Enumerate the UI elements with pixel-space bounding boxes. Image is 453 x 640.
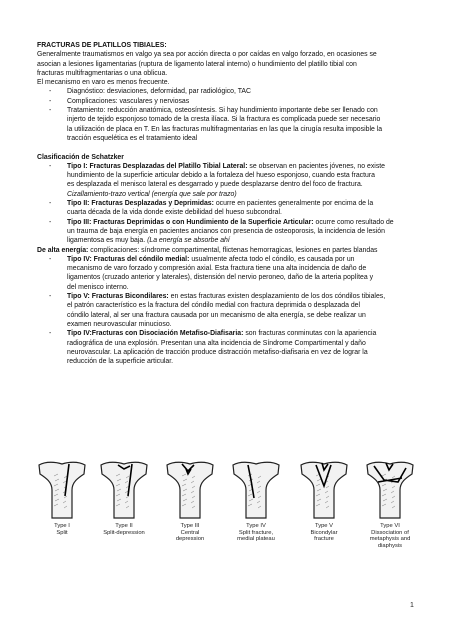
type-text: examen neurovascular minucioso. bbox=[67, 320, 172, 328]
type-note: (La energía se absorbe ahí bbox=[147, 237, 230, 245]
schatzker-list-low bbox=[37, 162, 417, 246]
tibia-outline bbox=[367, 462, 413, 518]
high-energy-text: complicaciones: síndrome compartimental, flictenas hemorragicas, lesiones en partes blandas bbox=[88, 246, 378, 254]
type-text: reducción de la superficie articular. bbox=[67, 358, 174, 366]
list-item-text: la utilización de placa en T. En las fracturas multifragmentarias en las que la cirugía resulta imposible la bbox=[67, 125, 383, 133]
type-text: son fracturas conminutas con la apariencia bbox=[243, 330, 377, 338]
type-text: ligamentos (cruzado anterior y laterales), distensión del nervio peroneo, daño de la arteria poplítea y bbox=[67, 274, 374, 282]
figure-caption bbox=[160, 523, 220, 543]
type-text: cuarta década de la vida donde existe debilidad del hueso subcondral. bbox=[67, 209, 282, 217]
intro-paragraph bbox=[37, 50, 417, 87]
list-item-type-6 bbox=[37, 329, 417, 366]
high-energy-label: De alta energía: bbox=[37, 246, 89, 254]
figure-caption-line: medial plateau bbox=[237, 536, 275, 543]
figure-caption-line: Type VI bbox=[380, 523, 400, 529]
schatzker-figure bbox=[36, 456, 417, 556]
figure-caption-line: Dissociation of bbox=[371, 529, 409, 536]
list-item-text: tracción esquelética es el tratamiento ideal bbox=[67, 134, 198, 142]
list-item-complications bbox=[37, 97, 417, 106]
figure-caption-line: Type IV bbox=[246, 523, 266, 529]
list-item-type-3 bbox=[37, 218, 417, 246]
tibia-drawing bbox=[36, 456, 88, 520]
figure-caption-line: Type II bbox=[115, 523, 133, 529]
type-label: Tipo IV:Fracturas con Disociación Metafiso-Diafisaria: bbox=[67, 330, 244, 338]
figure-caption bbox=[32, 523, 92, 536]
type-text: se observan en pacientes jóvenes, no existe bbox=[247, 162, 386, 170]
type-text: ligamentosa es muy baja. bbox=[67, 237, 148, 245]
list-item-type-5 bbox=[37, 292, 417, 329]
figure-caption-line: Type I bbox=[54, 523, 70, 529]
figure-caption bbox=[360, 523, 420, 549]
list-item-type-1 bbox=[37, 162, 417, 199]
list-item-diagnosis bbox=[37, 87, 417, 96]
figure-caption-line: Type III bbox=[180, 523, 200, 529]
type-text: el patrón característico es la fractura del cóndilo medial con fractura deprimida o desplazada del bbox=[67, 302, 361, 310]
type-text: del menisco interno. bbox=[67, 283, 129, 291]
type-text: ocurre en pacientes generalmente por encima de la bbox=[213, 200, 374, 208]
type-text: un trauma de baja energía en pacientes ancianos con presencia de osteoporosis, la incidencia de lesión bbox=[67, 227, 385, 235]
list-item-text: - Tratamiento: reducción anatómica, osteosíntesis. Si hay hundimiento importante debe ser llenado con bbox=[67, 107, 378, 115]
type-text: es desplazada el menisco lateral es desgarrado y puede desplazarse dentro del foco de fractura. bbox=[67, 181, 363, 189]
tibia-drawing bbox=[164, 456, 216, 520]
tibia-outline bbox=[233, 462, 279, 518]
type-text: mecanismo de varo forzado y compresión axial. Esta fractura tiene una alta incidencia de daño de bbox=[67, 265, 367, 273]
figure-caption-line: Split bbox=[56, 529, 68, 536]
figure-caption bbox=[226, 523, 286, 543]
figure-caption-line: Type V bbox=[314, 523, 334, 529]
figure-caption-line: diaphysis bbox=[377, 542, 403, 549]
document-title: FRACTURAS DE PLATILLOS TIBIALES: bbox=[37, 42, 167, 49]
type-text: radiográfica de una explosión. Presentan una alta incidencia de Síndrome Compartimental y daño bbox=[67, 339, 366, 347]
type-text: cóndilo lateral, al ser una fractura causada por un mecanismo de alta energía, se debe realizar un bbox=[67, 311, 366, 319]
type-label: Tipo I: Fracturas Desplazadas del Platillo Tibial Lateral: bbox=[67, 162, 248, 170]
high-energy-line bbox=[37, 246, 417, 255]
figure-caption bbox=[94, 523, 154, 536]
schatzker-list-high bbox=[37, 255, 417, 367]
intro-line: fracturas multifragmentarias o una oblicua. bbox=[37, 69, 168, 77]
figure-caption-line: Bicondylar bbox=[310, 529, 338, 536]
type-text: en estas fracturas existen desplazamiento de los dos cóndilos tibiales, bbox=[168, 293, 386, 301]
schatzker-heading: Clasificación de Schatzker bbox=[37, 153, 124, 161]
list-item-text: Complicaciones: vasculares y nerviosas bbox=[67, 97, 190, 105]
tibia-illustration bbox=[36, 456, 88, 556]
tibia-drawing bbox=[230, 456, 282, 520]
type-text: hundimiento de la superficie articular debido a la fortaleza del hueso esponjoso, cuando esta fractura bbox=[67, 172, 375, 180]
list-item-text: injerto de tejido esponjoso tomado de la cresta ilíaca. Si la fractura es complicada puede ser necesario bbox=[67, 116, 381, 124]
figure-caption-line: depression bbox=[175, 536, 205, 543]
intro-line: El mecanismo en varo es menos frecuente. bbox=[37, 79, 170, 87]
type-label: Tipo II: Fracturas Desplazadas y Deprimidas: bbox=[67, 200, 214, 208]
list-item-type-4 bbox=[37, 255, 417, 292]
figure-caption bbox=[294, 523, 354, 543]
clinical-list bbox=[37, 87, 417, 143]
tibia-drawing bbox=[98, 456, 150, 520]
intro-line: asocian a lesiones ligamentarias (ruptura de ligamento lateral interno) o hundimiento del platillo tibial con bbox=[37, 60, 357, 68]
type-label: Tipo V: Fracturas Bicondilares: bbox=[67, 293, 169, 301]
tibia-outline bbox=[101, 462, 147, 518]
figure-caption-line: fracture bbox=[314, 536, 334, 543]
intro-line: Generalmente traumatismos en valgo ya sea por acción directa o por caídas en valgo forzado, en ocasiones se bbox=[37, 51, 377, 59]
list-item-treatment bbox=[37, 106, 417, 143]
type-text: neurovascular. La aplicación de tracción produce distracción metafiso-diafisaria en vez de lograr la bbox=[67, 348, 368, 356]
figure-caption-line: Split fracture, bbox=[238, 529, 274, 536]
list-item-type-2 bbox=[37, 199, 417, 218]
type-label: Tipo IV: Fracturas del cóndilo medial: bbox=[67, 255, 190, 263]
tibia-outline bbox=[39, 462, 85, 518]
type-text: ocurre como resultado de bbox=[313, 218, 394, 226]
type-text: usualmente afecta todo el cóndilo, es causada por un bbox=[189, 255, 355, 263]
tibia-drawing bbox=[298, 456, 350, 520]
type-note: Cizallamiento-trazo vertical (energía que sale por trazo) bbox=[67, 190, 237, 198]
figure-caption-line: Central bbox=[180, 529, 200, 536]
figure-caption-line: metaphysis and bbox=[369, 536, 411, 543]
type-label: Tipo III: Fracturas Deprimidas o con Hundimiento de la Superficie Articular: bbox=[67, 218, 314, 226]
page-number: 1 bbox=[410, 602, 414, 609]
tibia-drawing bbox=[364, 456, 416, 520]
list-item-text: Diagnóstico: desviaciones, deformidad, par radiológico, TAC bbox=[67, 88, 251, 96]
tibia-illustration bbox=[98, 456, 150, 556]
figure-caption-line: Split-depression bbox=[103, 529, 145, 536]
